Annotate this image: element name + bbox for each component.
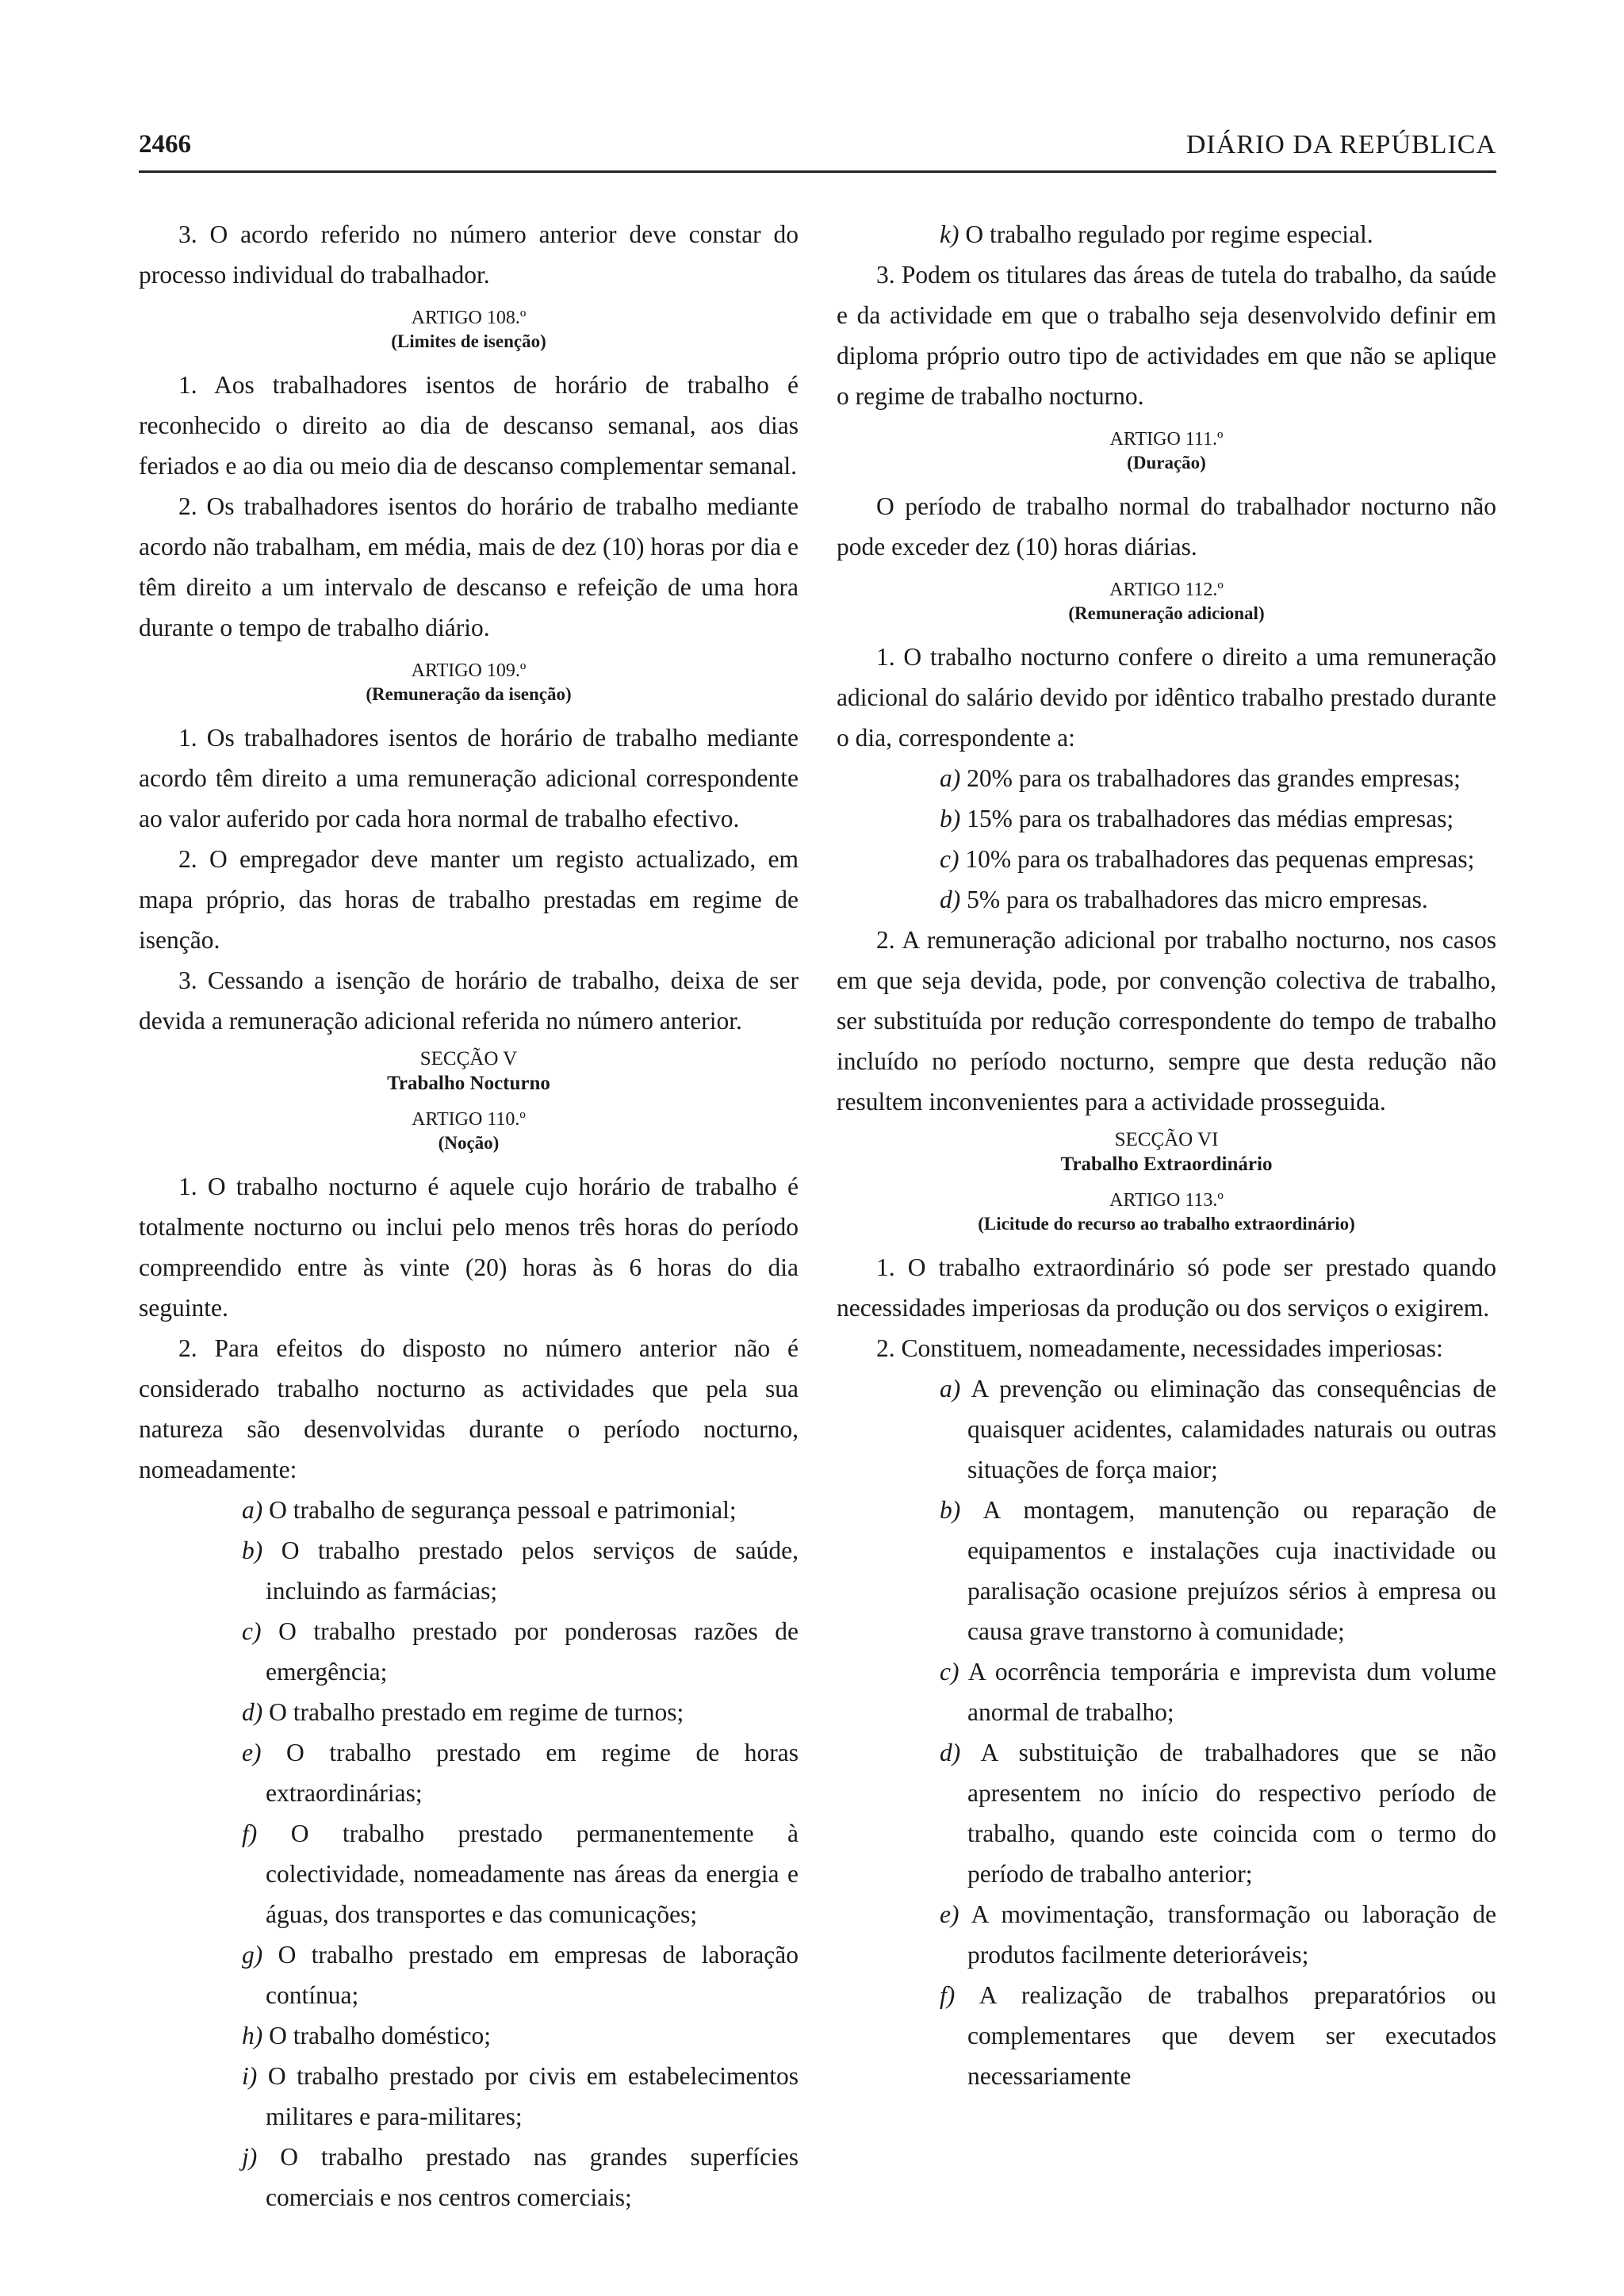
item-letter: e): [940, 1900, 959, 1928]
article-title: (Remuneração adicional): [1068, 603, 1265, 623]
item-text: 20% para os trabalhadores das grandes empresas;: [967, 764, 1461, 792]
article-title: (Duração): [1127, 453, 1206, 473]
item-text: A ocorrência temporária e imprevista dum volume anormal de trabalho;: [967, 1658, 1497, 1726]
article-number: ARTIGO 113.º: [1109, 1190, 1224, 1211]
item-letter: a): [242, 1496, 263, 1524]
paragraph: 3. Podem os titulares das áreas de tutela do trabalho, da saúde e da actividade em que o trabalho seja desenvolvido definir em diploma próprio outro tipo de actividades em que não se aplique o regime de trabalho nocturno.: [837, 261, 1496, 410]
article-title: (Remuneração da isenção): [366, 684, 572, 704]
paragraph: 2. Para efeitos do disposto no número anterior não é considerado trabalho nocturno as actividades que pela sua natureza são desenvolvidas durante o período nocturno, nomeadamente:: [139, 1334, 799, 1483]
item-text: 10% para os trabalhadores das pequenas empresas;: [965, 845, 1475, 873]
item-letter: i): [242, 2062, 258, 2090]
item-text: O trabalho regulado por regime especial.: [965, 220, 1373, 248]
item-text: O trabalho prestado pelos serviços de saúde, incluindo as farmácias;: [266, 1536, 799, 1605]
list-item: [837, 798, 1496, 839]
item-letter: k): [940, 220, 959, 248]
list-item: [139, 2137, 799, 2218]
list-item: [837, 1894, 1496, 1975]
paragraph: 1. O trabalho nocturno é aquele cujo horário de trabalho é totalmente nocturno ou inclui pelo menos três horas do período compreendido entre às vinte (20) horas às 6 horas do dia seguinte.: [139, 1173, 799, 1322]
paragraph: O período de trabalho normal do trabalhador nocturno não pode exceder dez (10) horas diárias.: [837, 492, 1496, 561]
section-title: Trabalho Extraordinário: [1060, 1154, 1273, 1175]
item-letter: j): [242, 2143, 258, 2171]
list-item: [837, 758, 1496, 798]
item-text: O trabalho doméstico;: [269, 2022, 492, 2049]
item-letter: d): [242, 1698, 263, 1726]
item-text: O trabalho prestado por ponderosas razões de emergência;: [266, 1617, 799, 1686]
right-column: [837, 214, 1496, 2096]
item-letter: b): [242, 1536, 263, 1564]
list-item: [139, 1934, 799, 2015]
item-text: A substituição de trabalhadores que se não apresentem no início do respectivo período de trabalho, quando este coincida com o termo do período de trabalho anterior;: [967, 1739, 1496, 1888]
section-number: SECÇÃO V: [419, 1048, 518, 1070]
item-letter: b): [940, 1496, 961, 1524]
item-letter: c): [940, 1658, 959, 1686]
list-item: [139, 1692, 799, 1732]
item-text: A movimentação, transformação ou laboração de produtos facilmente deterioráveis;: [967, 1900, 1497, 1969]
item-letter: f): [940, 1981, 956, 2009]
article-number: ARTIGO 108.º: [411, 308, 527, 328]
item-letter: c): [940, 845, 959, 873]
list-item: [139, 1530, 799, 1611]
paragraph: 2. Os trabalhadores isentos do horário de trabalho mediante acordo não trabalham, em média, mais de dez (10) horas por dia e têm direito a um intervalo de descanso e refeição de uma hora durante o tempo de trabalho diário.: [139, 492, 799, 641]
item-letter: e): [242, 1739, 262, 1766]
list-item: [837, 1490, 1496, 1651]
paragraph: 3. O acordo referido no número anterior deve constar do processo individual do trabalhador.: [139, 220, 799, 289]
left-column: [139, 214, 799, 2218]
paragraph: 1. Aos trabalhadores isentos de horário de trabalho é reconhecido o direito ao dia de descanso semanal, aos dias feriados e ao dia ou meio dia de descanso complementar semanal.: [139, 371, 799, 480]
list-item: [837, 1732, 1496, 1894]
item-text: O trabalho prestado em regime de horas extraordinárias;: [266, 1739, 799, 1807]
item-letter: a): [940, 764, 961, 792]
item-text: O trabalho de segurança pessoal e patrimonial;: [269, 1496, 737, 1524]
list-item: [139, 1490, 799, 1530]
list-item: [837, 1368, 1496, 1490]
item-letter: h): [242, 2022, 263, 2049]
list-item: [139, 1611, 799, 1692]
article-number: ARTIGO 110.º: [412, 1109, 526, 1130]
paragraph: 1. O trabalho extraordinário só pode ser prestado quando necessidades imperiosas da produção ou dos serviços o exigirem.: [837, 1253, 1496, 1322]
item-text: 5% para os trabalhadores das micro empresas.: [967, 886, 1428, 913]
item-text: O trabalho prestado permanentemente à colectividade, nomeadamente nas áreas da energia e águas, dos transportes e das comunicações;: [266, 1820, 799, 1928]
article-number: ARTIGO 109.º: [411, 660, 527, 681]
list-item: [139, 2015, 799, 2056]
paragraph: 2. A remuneração adicional por trabalho nocturno, nos casos em que seja devida, pode, por convenção colectiva de trabalho, ser substituída por redução correspondente do tempo de trabalho incluído no período nocturno, sempre que desta redução não resultem inconvenientes para a actividade prosseguida.: [837, 926, 1496, 1115]
paragraph: 2. O empregador deve manter um registo actualizado, em mapa próprio, das horas de trabalho prestadas em regime de isenção.: [139, 845, 799, 954]
item-letter: b): [940, 805, 961, 832]
item-text: 15% para os trabalhadores das médias empresas;: [967, 805, 1454, 832]
page-header: [139, 125, 1496, 173]
journal-title: DIÁRIO DA REPÚBLICA: [1185, 130, 1496, 159]
list-item: [139, 2056, 799, 2137]
item-letter: f): [242, 1820, 258, 1847]
paragraph: 2. Constituem, nomeadamente, necessidades imperiosas:: [876, 1334, 1443, 1362]
item-text: O trabalho prestado em regime de turnos;: [269, 1698, 684, 1726]
item-letter: d): [940, 886, 961, 913]
item-letter: g): [242, 1941, 263, 1969]
article-number: ARTIGO 112.º: [1109, 580, 1224, 600]
item-text: A prevenção ou eliminação das consequências de quaisquer acidentes, calamidades naturais ou outras situações de força maior;: [967, 1375, 1496, 1483]
list-item: [139, 1732, 799, 1813]
paragraph: 3. Cessando a isenção de horário de trabalho, deixa de ser devida a remuneração adicional referida no número anterior.: [139, 966, 799, 1035]
item-letter: d): [940, 1739, 961, 1766]
article-title: (Noção): [438, 1133, 500, 1153]
paragraph: 1. O trabalho nocturno confere o direito a uma remuneração adicional do salário devido por idêntico trabalho prestado durante o dia, correspondente a:: [837, 643, 1496, 752]
article-title: (Licitude do recurso ao trabalho extraordinário): [978, 1214, 1355, 1234]
item-text: A montagem, manutenção ou reparação de equipamentos e instalações cuja inactividade ou paralisação ocasione prejuízos sérios à empresa ou causa grave transtorno à comunidade;: [967, 1496, 1496, 1645]
article-title: (Limites de isenção): [391, 331, 546, 351]
item-text: O trabalho prestado por civis em estabelecimentos militares e para-militares;: [266, 2062, 799, 2130]
article-number: ARTIGO 111.º: [1109, 429, 1224, 450]
list-item: [837, 214, 1496, 254]
list-item: [837, 879, 1496, 920]
section-number: SECÇÃO VI: [1114, 1129, 1219, 1150]
list-item: [837, 839, 1496, 879]
item-letter: a): [940, 1375, 961, 1402]
section-title: Trabalho Nocturno: [387, 1073, 550, 1094]
list-item: [837, 1975, 1496, 2096]
item-text: O trabalho prestado nas grandes superfícies comerciais e nos centros comerciais;: [266, 2143, 799, 2211]
list-item: [837, 1651, 1496, 1732]
paragraph: 1. Os trabalhadores isentos de horário de trabalho mediante acordo têm direito a uma remuneração adicional correspondente ao valor auferido por cada hora normal de trabalho efectivo.: [139, 724, 799, 832]
list-item: [139, 1813, 799, 1934]
item-text: A realização de trabalhos preparatórios ou complementares que devem ser executados necessariamente: [967, 1981, 1497, 2090]
item-text: O trabalho prestado em empresas de laboração contínua;: [266, 1941, 799, 2009]
page-number: 2466: [139, 130, 191, 159]
item-letter: c): [242, 1617, 262, 1645]
